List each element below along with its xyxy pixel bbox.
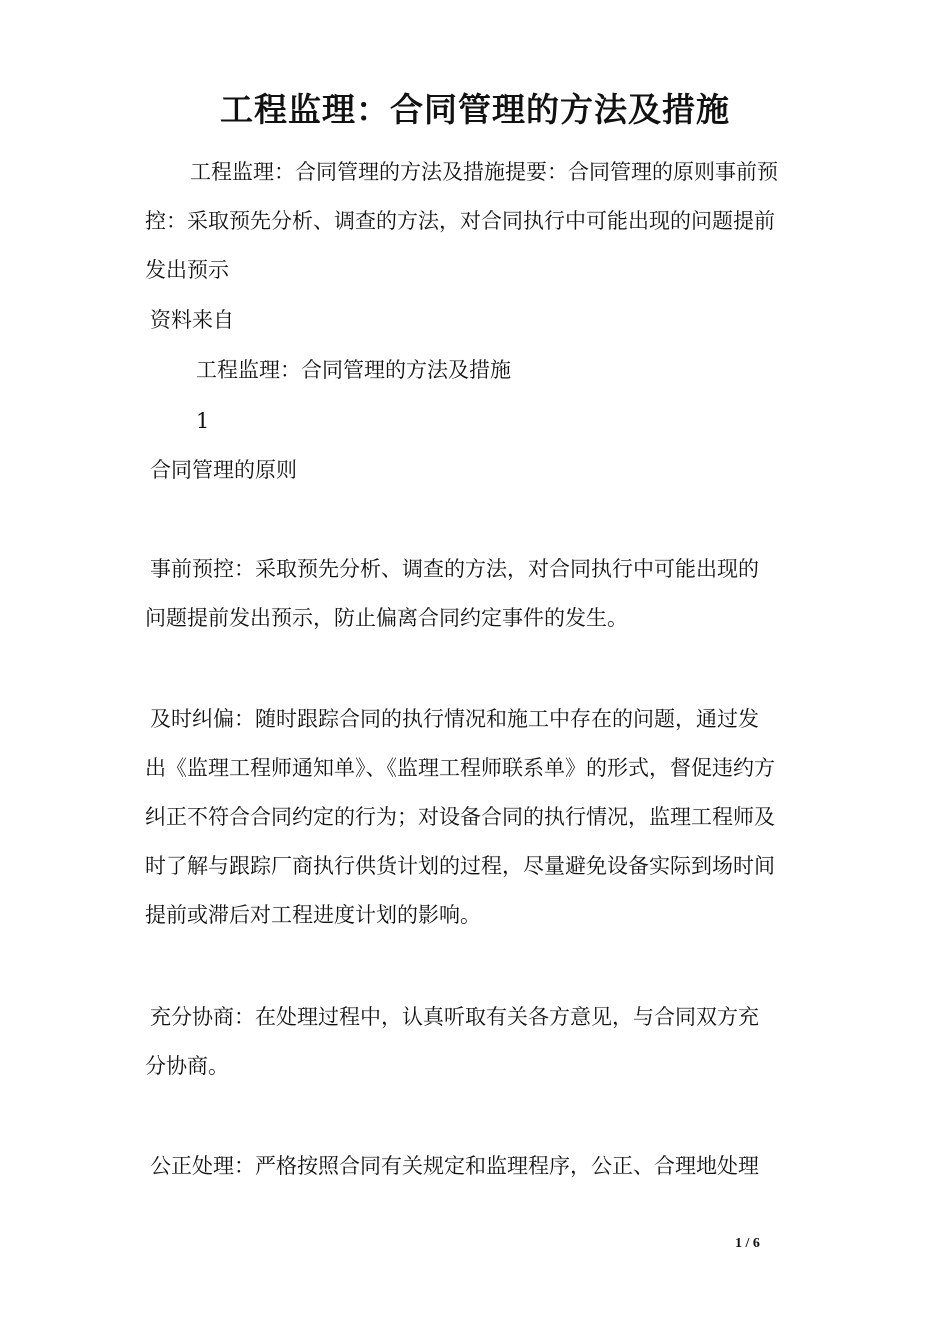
para-correction-line-1: 及时纠偏：随时跟踪合同的执行情况和施工中存在的问题，通过发 xyxy=(150,707,759,731)
para-correction-line-2: 出《监理工程师通知单》、《监理工程师联系单》的形式，督促违约方 xyxy=(145,756,775,780)
para-fair-line-1: 公正处理：严格按照合同有关规定和监理程序，公正、合理地处理 xyxy=(150,1154,759,1178)
para-correction-line-4: 时了解与跟踪厂商执行供货计划的过程，尽量避免设备实际到场时间 xyxy=(145,854,775,878)
para-correction-line-5: 提前或滞后对工程进度计划的影响。 xyxy=(145,903,481,927)
section-number: 1 xyxy=(196,409,210,433)
intro-line-2: 控：采取预先分析、调查的方法，对合同执行中可能出现的问题提前 xyxy=(145,209,775,233)
document-title: 工程监理：合同管理的方法及措施 xyxy=(220,90,730,129)
para-consult-line-1: 充分协商：在处理过程中，认真听取有关各方意见，与合同双方充 xyxy=(150,1005,759,1029)
para-correction-line-3: 纠正不符合合同约定的行为；对设备合同的执行情况，监理工程师及 xyxy=(145,805,775,829)
source-label: 资料来自 xyxy=(150,308,234,332)
page-indicator: 1 / 6 xyxy=(735,1236,760,1251)
intro-line-1: 工程监理：合同管理的方法及措施提要：合同管理的原则事前预 xyxy=(190,160,778,184)
intro-line-3: 发出预示 xyxy=(145,258,229,282)
para-prevention-line-1: 事前预控：采取预先分析、调查的方法，对合同执行中可能出现的 xyxy=(150,557,759,581)
section-heading: 合同管理的原则 xyxy=(150,458,297,482)
para-consult-line-2: 分协商。 xyxy=(145,1054,229,1078)
para-prevention-line-2: 问题提前发出预示，防止偏离合同约定事件的发生。 xyxy=(145,606,628,630)
subtitle: 工程监理：合同管理的方法及措施 xyxy=(196,358,511,382)
